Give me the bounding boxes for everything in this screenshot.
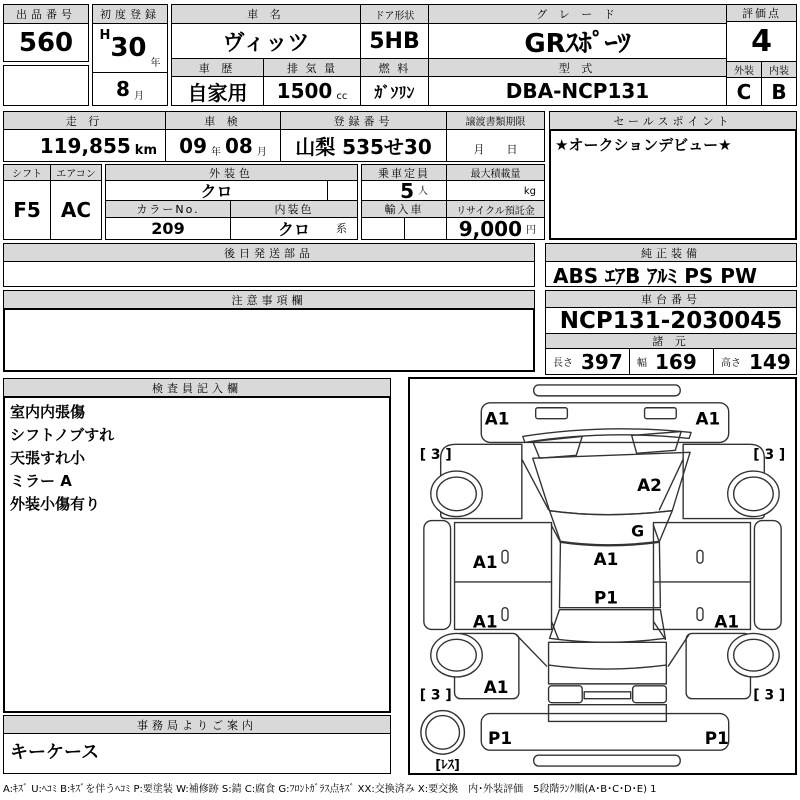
- sales-point-header: セールスポイント: [549, 111, 797, 130]
- inspection-value: 09 年 08 月: [165, 129, 281, 162]
- shift-value: F5: [3, 180, 51, 240]
- car-name-header: 車 名: [171, 4, 361, 24]
- car-wheel-front-left-inner: [437, 477, 477, 511]
- car-rocker-left: [424, 521, 451, 630]
- chassis-number-header: 車台番号: [545, 290, 797, 308]
- car-wheel-rear-left-inner: [437, 639, 477, 671]
- damage-label-3: [ 3 ]: [419, 687, 452, 704]
- score-value: 4: [726, 21, 797, 62]
- car-fold-rear-left-2: [516, 634, 547, 666]
- interior-color-header: 内装色: [230, 200, 358, 218]
- inspector-notes-header: 検査員記入欄: [3, 378, 391, 397]
- damage-label-A1: A1: [472, 611, 498, 632]
- fuel-value: ｶﾞｿﾘﾝ: [360, 76, 429, 106]
- exterior-grade-header: 外装: [726, 61, 762, 78]
- specs-header: 諸 元: [545, 333, 797, 349]
- fuel-header: 燃 料: [360, 58, 429, 77]
- spec-height: 高さ 149: [713, 348, 797, 375]
- score-header: 評価点: [726, 4, 797, 22]
- spec-length: 長さ 397: [545, 348, 630, 375]
- transfer-deadline-header: 譲渡書類期限: [446, 111, 545, 130]
- aircon-value: AC: [50, 180, 102, 240]
- inspector-note-line: 天張すれ小: [10, 449, 86, 467]
- inspector-note-line: 外装小傷有り: [10, 495, 101, 513]
- damage-label-A1: A1: [695, 408, 721, 429]
- lot-number-header: 出品番号: [3, 4, 89, 24]
- damage-label-A1: A1: [483, 676, 509, 697]
- car-door-handle-left-front: [502, 550, 508, 563]
- car-rear-bumper: [481, 714, 728, 751]
- car-headlight-left: [536, 408, 568, 419]
- car-hood: [533, 452, 690, 514]
- damage-label-P1: P1: [488, 728, 513, 749]
- lot-number-value: 560: [3, 23, 89, 62]
- car-front-strip: [534, 385, 680, 396]
- car-taillight-right: [633, 686, 667, 703]
- spec-width: 幅 169: [629, 348, 714, 375]
- damage-label-3: [ 3 ]: [419, 447, 452, 464]
- first-registration-year: H 30 年: [92, 23, 168, 73]
- damage-label-: [ﾚｽ]: [435, 757, 460, 773]
- transfer-deadline-value: 月 日: [446, 129, 545, 162]
- car-damage-diagram: [408, 377, 797, 775]
- car-rear-hatch-crease: [549, 665, 667, 669]
- recycle-deposit-value: 9,000 円: [446, 217, 545, 240]
- registration-number-header: 登録番号: [280, 111, 447, 130]
- color-no-value: 209: [105, 217, 231, 240]
- car-taillight-left: [549, 686, 583, 703]
- car-rear-strip: [534, 755, 680, 766]
- displacement-header: 排 気 量: [263, 58, 361, 77]
- interior-color-value: クロ 系: [230, 217, 358, 240]
- registration-number-value: 山梨 535せ30: [280, 129, 447, 162]
- sales-point-text: ★オークションデビュー★: [555, 136, 732, 154]
- damage-code-legend: A:ｷｽﾞ U:ﾍｺﾐ B:ｷｽﾞを伴うﾍｺﾐ P:要塗装 W:補修跡 S:錆 C:腐食 G:ﾌﾛﾝﾄｶﾞﾗｽ点ｷｽﾞ XX:交換済み X:要交換 内･外装評価 5段階ﾗﾝｸ順(A･B･C･D･E) 1: [3, 784, 657, 795]
- car-license-bar: [584, 692, 631, 699]
- model-code-header: 型 式: [428, 58, 727, 77]
- damage-label-A2: A2: [637, 474, 662, 495]
- shift-header: シフト: [3, 164, 51, 181]
- car-fold-front-right: [653, 526, 659, 543]
- later-shipped-parts-header: 後日発送部品: [3, 243, 535, 262]
- office-notice-text: キーケース: [10, 742, 100, 763]
- mileage-value: 119,855 km: [3, 129, 166, 162]
- inspector-note-line: ミラー A: [10, 472, 72, 490]
- grade-header: グ レ ー ド: [428, 4, 727, 24]
- inspector-note-line: シフトノブすれ: [10, 426, 115, 444]
- damage-label-A1: A1: [714, 611, 740, 632]
- car-history-header: 車 歴: [171, 58, 264, 77]
- damage-label-A1: A1: [484, 408, 510, 429]
- door-shape-header: ドア形状: [360, 4, 429, 24]
- genuine-equipment-value: ABS ｴｱB ｱﾙﾐ PS PW: [545, 261, 797, 287]
- inspection-header: 車 検: [165, 111, 281, 130]
- car-spare-tire-inner: [426, 716, 460, 750]
- import-car-header: 輸入車: [361, 200, 447, 218]
- interior-grade-header: 内装: [761, 61, 797, 78]
- max-load-header: 最大積載量: [446, 164, 545, 181]
- car-rear-hatch: [549, 642, 667, 684]
- car-door-handle-right-front: [697, 550, 703, 563]
- exterior-color-value: クロ: [105, 180, 328, 201]
- car-diagram-svg: [410, 379, 795, 773]
- caution-notes-header: 注意事項欄: [3, 290, 535, 309]
- exterior-color-sub-cell: [327, 180, 358, 201]
- displacement-value: 1500 cc: [263, 76, 361, 106]
- mileage-header: 走 行: [3, 111, 166, 130]
- damage-label-3: [ 3 ]: [753, 447, 786, 464]
- caution-notes-box: [3, 308, 535, 372]
- damage-label-P1: P1: [704, 728, 729, 749]
- recycle-deposit-header: リサイクル預託金: [446, 200, 545, 218]
- car-wheel-front-right-inner: [734, 477, 774, 511]
- car-rear-window: [550, 610, 666, 643]
- damage-label-A1: A1: [472, 552, 498, 573]
- car-doors-left: [455, 523, 552, 630]
- damage-label-3: [ 3 ]: [753, 687, 786, 704]
- first-registration-month: 8 月: [92, 72, 168, 106]
- car-headlight-right: [645, 408, 677, 419]
- damage-label-A1: A1: [593, 549, 619, 570]
- chassis-number-value: NCP131-2030045: [545, 307, 797, 334]
- car-front-bumper: [481, 403, 728, 443]
- aircon-header: エアコン: [50, 164, 102, 181]
- office-notice-box: [3, 733, 391, 774]
- first-registration-header: 初度登録: [92, 4, 168, 24]
- import-car-cell-1: [361, 217, 405, 240]
- car-name-value: ヴィッツ: [171, 23, 361, 59]
- car-door-handle-right-rear: [697, 608, 703, 621]
- grade-value: GRｽﾎﾟｰﾂ: [428, 23, 727, 59]
- import-car-cell-2: [404, 217, 447, 240]
- door-shape-value: 5HB: [360, 23, 429, 59]
- car-history-value: 自家用: [171, 76, 264, 106]
- sales-point-box: [549, 129, 797, 240]
- exterior-grade-value: C: [726, 77, 762, 106]
- exterior-color-header: 外装色: [105, 164, 358, 181]
- inspector-note-line: 室内内張傷: [10, 403, 86, 421]
- car-rocker-right: [754, 521, 781, 630]
- color-no-header: カラーNo.: [105, 200, 231, 218]
- genuine-equipment-header: 純正装備: [545, 243, 797, 262]
- model-code-value: DBA-NCP131: [428, 76, 727, 106]
- car-door-handle-left-rear: [502, 608, 508, 621]
- damage-label-P1: P1: [593, 587, 618, 608]
- capacity-value: 5 人: [361, 180, 447, 201]
- lot-number-empty-cell: [3, 65, 89, 106]
- inspector-notes-box: [3, 396, 391, 713]
- car-wheel-rear-right-inner: [734, 639, 774, 671]
- office-notice-header: 事務局よりご案内: [3, 715, 391, 734]
- max-load-value: kg: [446, 180, 545, 201]
- later-shipped-parts-box: [3, 261, 535, 287]
- capacity-header: 乗車定員: [361, 164, 447, 181]
- damage-label-G: G: [631, 521, 645, 541]
- interior-grade-value: B: [761, 77, 797, 106]
